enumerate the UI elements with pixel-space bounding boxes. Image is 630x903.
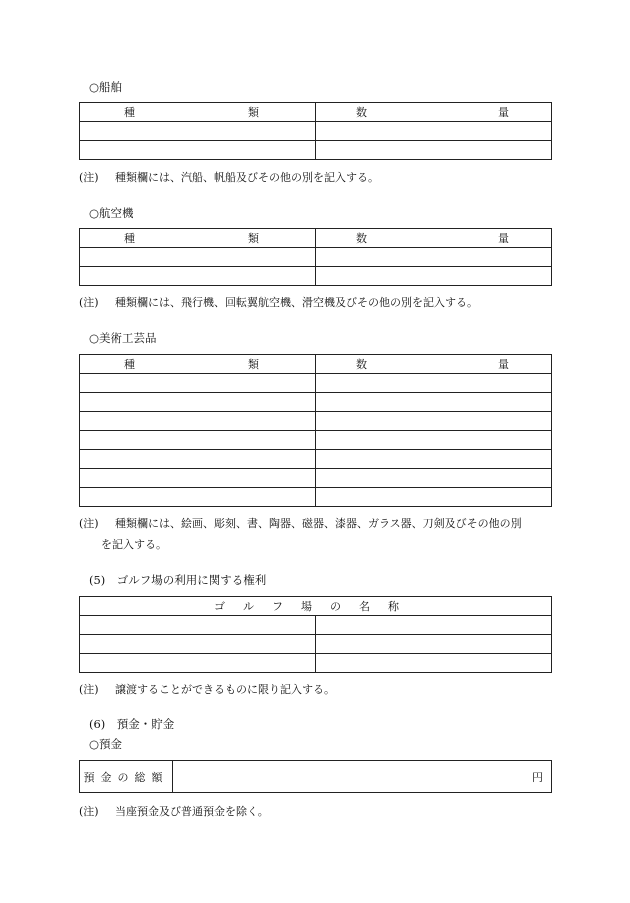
ships-heading: ○船舶 xyxy=(89,80,123,94)
table-header-row xyxy=(80,229,552,248)
table-row xyxy=(80,122,552,141)
table-row xyxy=(80,141,552,160)
art-note-line1: (注) 種類欄には、絵画、彫刻、書、陶器、磁器、漆器、ガラス器、刀剣及びその他の別 xyxy=(79,517,522,530)
kind-cell[interactable] xyxy=(80,469,316,488)
quantity-cell[interactable] xyxy=(316,488,552,507)
ships-table xyxy=(79,102,552,160)
table-row xyxy=(80,412,552,431)
deposits-heading: (6) 預金・貯金 xyxy=(89,717,175,731)
table-header-row xyxy=(80,103,552,122)
kind-cell[interactable] xyxy=(80,431,316,450)
quantity-cell[interactable] xyxy=(316,374,552,393)
table-row xyxy=(80,393,552,412)
kind-column-header: 種 類 xyxy=(80,355,316,374)
kind-cell[interactable] xyxy=(80,248,316,267)
table-row xyxy=(80,469,552,488)
quantity-cell[interactable] xyxy=(316,469,552,488)
kind-cell[interactable] xyxy=(80,141,316,160)
quantity-cell[interactable] xyxy=(316,141,552,160)
deposits-subheading: ○預金 xyxy=(89,737,123,751)
yen-unit: 円 xyxy=(532,770,543,784)
quantity-cell[interactable] xyxy=(316,412,552,431)
art-table xyxy=(79,354,552,507)
deposit-total-label: 預金の総額 xyxy=(80,761,173,793)
golf-table xyxy=(79,596,552,673)
kind-column-header: 種 類 xyxy=(80,229,316,248)
golf-cell[interactable] xyxy=(316,616,552,635)
table-row xyxy=(80,654,552,673)
table-header-row xyxy=(80,355,552,374)
golf-cell[interactable] xyxy=(316,654,552,673)
kind-cell[interactable] xyxy=(80,267,316,286)
aircraft-heading: ○航空機 xyxy=(89,206,134,220)
deposits-note: (注) 当座預金及び普通預金を除く。 xyxy=(79,805,269,818)
golf-note: (注) 譲渡することができるものに限り記入する。 xyxy=(79,683,335,696)
table-row xyxy=(80,761,552,793)
aircraft-table xyxy=(79,228,552,286)
kind-cell[interactable] xyxy=(80,488,316,507)
quantity-cell[interactable] xyxy=(316,248,552,267)
table-row xyxy=(80,450,552,469)
golf-cell[interactable] xyxy=(80,635,316,654)
kind-column-header: 種 類 xyxy=(80,103,316,122)
quantity-cell[interactable] xyxy=(316,431,552,450)
quantity-column-header: 数 量 xyxy=(316,103,552,122)
golf-heading: (5) ゴルフ場の利用に関する権利 xyxy=(89,573,267,587)
kind-cell[interactable] xyxy=(80,412,316,431)
quantity-column-header: 数 量 xyxy=(316,355,552,374)
kind-cell[interactable] xyxy=(80,122,316,141)
quantity-column-header: 数 量 xyxy=(316,229,552,248)
quantity-cell[interactable] xyxy=(316,122,552,141)
quantity-cell[interactable] xyxy=(316,267,552,286)
kind-cell[interactable] xyxy=(80,374,316,393)
golf-cell[interactable] xyxy=(80,654,316,673)
kind-cell[interactable] xyxy=(80,450,316,469)
table-header-row xyxy=(80,597,552,616)
golf-name-column-header: ゴルフ場の名称 xyxy=(80,597,552,616)
table-row xyxy=(80,635,552,654)
table-row xyxy=(80,431,552,450)
kind-cell[interactable] xyxy=(80,393,316,412)
deposit-total-table xyxy=(79,760,552,793)
art-note-line2: を記入する。 xyxy=(101,538,167,551)
deposit-total-field[interactable] xyxy=(173,761,552,793)
quantity-cell[interactable] xyxy=(316,450,552,469)
table-row xyxy=(80,488,552,507)
aircraft-note: (注) 種類欄には、飛行機、回転翼航空機、滑空機及びその他の別を記入する。 xyxy=(79,296,478,309)
golf-cell[interactable] xyxy=(316,635,552,654)
quantity-cell[interactable] xyxy=(316,393,552,412)
ships-note: (注) 種類欄には、汽船、帆船及びその他の別を記入する。 xyxy=(79,171,379,184)
table-row xyxy=(80,267,552,286)
art-heading: ○美術工芸品 xyxy=(89,331,157,345)
table-row xyxy=(80,616,552,635)
golf-cell[interactable] xyxy=(80,616,316,635)
table-row xyxy=(80,248,552,267)
table-row xyxy=(80,374,552,393)
